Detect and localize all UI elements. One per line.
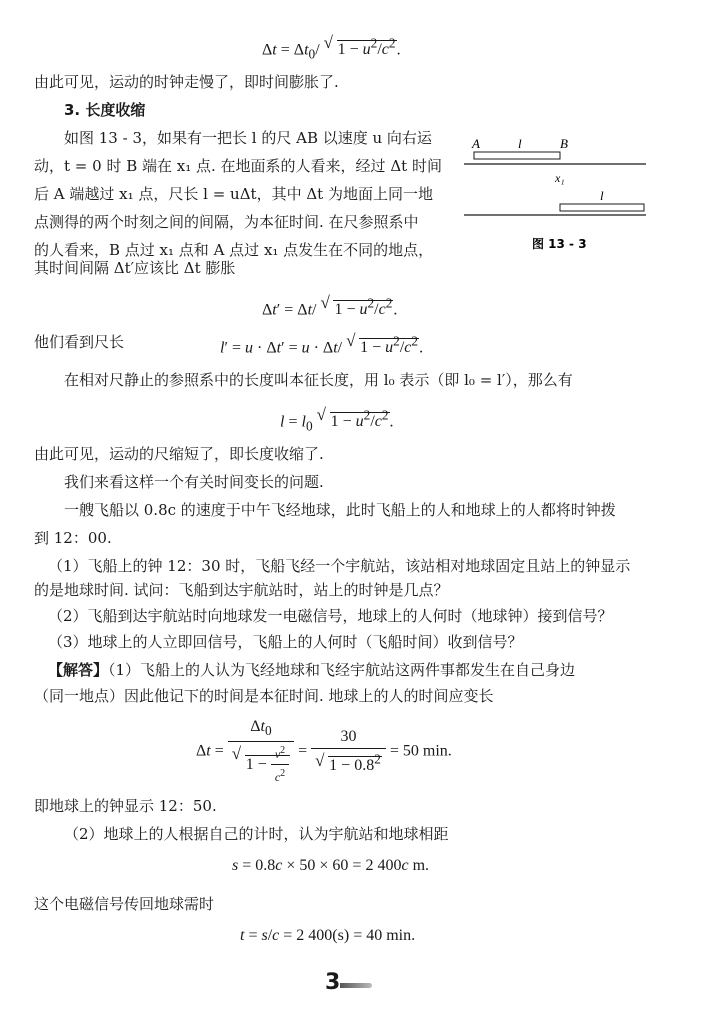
equation-answer-1: Δt = $\Delta t_0$ √ 1 − $\frac{v^2}{c^2}$ = 30 √ $1 - 0.8^2$ = 50 min. bbox=[196, 718, 452, 785]
label-B: B bbox=[560, 136, 568, 151]
equation-signal-time: t = s/c = 2 400(s) = 40 min. bbox=[240, 927, 416, 944]
answer-1-result: 即地球上的钟显示 12：50. bbox=[34, 797, 217, 815]
problem-stem-line: 一艘飞船以 0.8c 的速度于中午飞经地球，此时飞船上的人和地球上的人都将时钟拨 bbox=[64, 501, 616, 519]
question-3: （3）地球上的人立即回信号，飞船上的人何时（飞船时间）收到信号？ bbox=[48, 633, 523, 651]
question-1-line: （1）飞船上的钟 12：30 时，飞船飞经一个宇航站，该站相对地球固定且站上的钟显示 bbox=[48, 557, 631, 575]
label-l-bottom: l bbox=[600, 188, 604, 203]
section-heading: 3. 长度收缩 bbox=[64, 101, 146, 119]
paragraph-line: 其时间间隔 Δt′应该比 Δt 膨胀 bbox=[34, 259, 236, 277]
ruler-top bbox=[474, 152, 560, 159]
question-2: （2）飞船到达宇航站时向地球发一电磁信号，地球上的人何时（地球钟）接到信号？ bbox=[48, 607, 613, 625]
ruler-label: 他们看到尺长 bbox=[34, 333, 125, 351]
paragraph-line: 的人看来，B 点过 x₁ 点和 A 点过 x₁ 点发生在不同的地点， bbox=[34, 241, 434, 259]
equation-dt-prime: Δt′ = Δt/ √ $1 - u^2/c^2$. bbox=[262, 294, 397, 320]
page-number: 3 bbox=[325, 970, 341, 995]
problem-intro: 我们来看这样一个有关时间变长的问题. bbox=[64, 473, 324, 491]
conclusion-length: 由此可见，运动的尺缩短了，即长度收缩了. bbox=[34, 445, 324, 463]
problem-stem-line: 到 12：00. bbox=[34, 529, 112, 547]
paragraph-line: 动，t = 0 时 B 端在 x₁ 点. 在地面系的人看来，经过 Δt 时间 bbox=[34, 157, 442, 175]
figure-caption: 图 13 - 3 bbox=[532, 237, 587, 251]
ruler-bottom bbox=[560, 204, 644, 211]
equation-l-prime: l′ = u · Δt′ = u · Δt/ √ $1 - u^2/c^2$. bbox=[220, 332, 423, 358]
answer-2-line-2: 这个电磁信号传回地球需时 bbox=[34, 895, 215, 913]
equation-distance: s = 0.8c × 50 × 60 = 2 400c m. bbox=[232, 857, 430, 874]
answer-1-line: （同一地点）因此他记下的时间是本征时间. 地球上的人的时间应变长 bbox=[34, 687, 494, 705]
answer-2-line: （2）地球上的人根据自己的计时，认为宇航站和地球相距 bbox=[64, 825, 449, 843]
page-number-decoration bbox=[340, 983, 372, 988]
label-A: A bbox=[472, 136, 480, 151]
label-x1: x₁ bbox=[555, 171, 565, 185]
answer-tag: 【解答】 bbox=[48, 661, 109, 679]
equation-l: $l = l_0$ √ $1 - u^2/c^2$. bbox=[280, 406, 394, 437]
conclusion-time-dilation: 由此可见，运动的时钟走慢了，即时间膨胀了. bbox=[34, 73, 339, 91]
paragraph-line: 如图 13 - 3，如果有一把长 l 的尺 AB 以速度 u 向右运 bbox=[64, 129, 432, 147]
equation-time-dilation: $\Delta t = \Delta t_0/$ √ $1 - u^2/c^2$. bbox=[262, 34, 401, 65]
label-l-top: l bbox=[518, 136, 522, 151]
question-1-line: 的是地球时间. 试问：飞船到达宇航站时，站上的时钟是几点？ bbox=[34, 581, 449, 599]
answer-1-text: （1）飞船上的人认为飞经地球和飞经宇航站这两件事都发生在自己身边 bbox=[108, 661, 576, 679]
paragraph-line: 点测得的两个时刻之间的间隔，为本征时间. 在尺参照系中 bbox=[34, 213, 419, 231]
proper-length-text: 在相对尺静止的参照系中的长度叫本征长度，用 l₀ 表示（即 l₀ = l′），那么有 bbox=[64, 371, 573, 389]
answer-line bbox=[48, 660, 575, 680]
paragraph-line: 后 A 端越过 x₁ 点，尺长 l = uΔt，其中 Δt 为地面上同一地 bbox=[34, 185, 433, 203]
figure-13-3 bbox=[460, 132, 660, 262]
